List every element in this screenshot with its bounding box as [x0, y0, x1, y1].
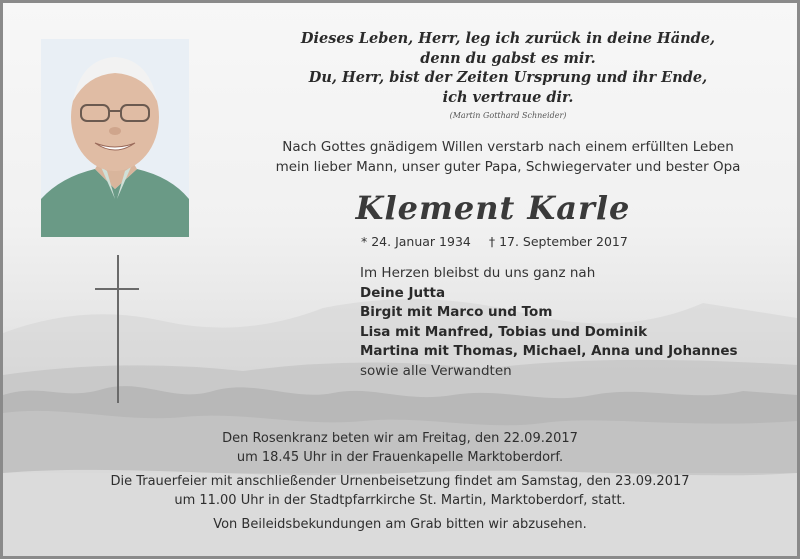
- life-dates: [361, 234, 628, 249]
- family-closing: sowie alle Verwandten: [360, 362, 512, 379]
- verse-line: Du, Herr, bist der Zeiten Ursprung und ihr Ende,: [308, 69, 708, 86]
- condolence-notice: Von Beileidsbekundungen am Grab bitten wir abzusehen.: [213, 517, 587, 532]
- intro-text: [228, 137, 788, 177]
- family-list: [360, 264, 738, 381]
- family-member: Deine Jutta: [360, 284, 446, 301]
- verse-author: (Martin Gotthard Schneider): [449, 111, 567, 120]
- verse-line: ich vertraue dir.: [442, 88, 574, 106]
- verse-line: denn du gabst es mir.: [420, 49, 596, 67]
- verse: [228, 29, 788, 107]
- funeral-line: um 11.00 Uhr in der Stadtpfarrkirche St. Martin, Marktoberdorf, statt.: [174, 493, 626, 508]
- funeral-line: Die Trauerfeier mit anschließender Urnenbeisetzung findet am Samstag, den 23.09.2017: [110, 474, 690, 489]
- rosary-line: Den Rosenkranz beten wir am Freitag, den 22.09.2017: [222, 431, 578, 446]
- rosary-line: um 18.45 Uhr in der Frauenkapelle Marktoberdorf.: [236, 450, 564, 465]
- funeral-notice: [3, 472, 797, 510]
- family-member: Martina mit Thomas, Michael, Anna und Johannes: [360, 343, 738, 359]
- family-member: Lisa mit Manfred, Tobias und Dominik: [360, 323, 648, 340]
- intro-line: mein lieber Mann, unser guter Papa, Schwiegervater und bester Opa: [275, 159, 741, 175]
- family-heading: Im Herzen bleibst du uns ganz nah: [360, 265, 596, 281]
- verse-line: Dieses Leben, Herr, leg ich zurück in deine Hände,: [300, 30, 716, 47]
- birth-date: * 24. Januar 1934: [361, 234, 471, 249]
- intro-line: Nach Gottes gnädigem Willen verstarb nach einem erfüllten Leben: [282, 139, 734, 155]
- deceased-name: Klement Karle: [355, 189, 631, 227]
- family-member: Birgit mit Marco und Tom: [360, 304, 553, 320]
- portrait-photo: [41, 39, 189, 237]
- rosary-notice: [3, 429, 797, 467]
- cross-icon: [95, 255, 141, 405]
- death-date: † 17. September 2017: [488, 234, 628, 249]
